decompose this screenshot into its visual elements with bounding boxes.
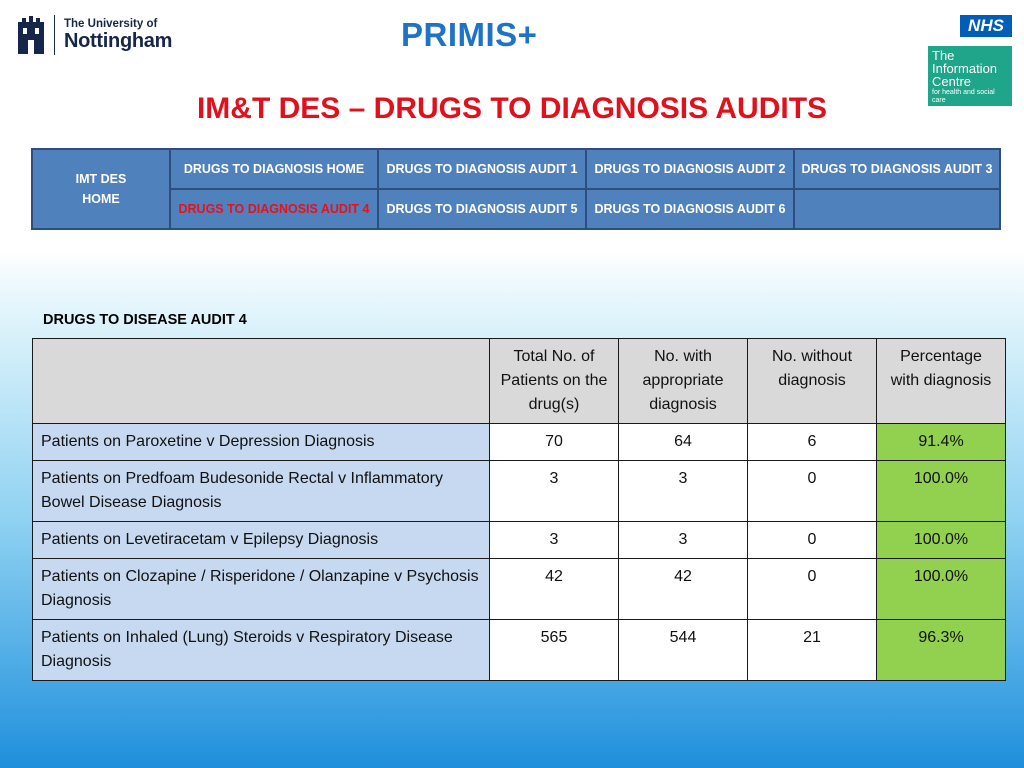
audit-navigation — [31, 148, 1001, 230]
column-header-percentage: Percentage with diagnosis — [877, 339, 1006, 424]
percentage-cell: 100.0% — [877, 522, 1006, 559]
audit-table — [32, 338, 1006, 681]
ic-tagline: for health and social care — [932, 89, 995, 104]
percentage-cell: 91.4% — [877, 424, 1006, 461]
primis-logo: PRIMIS+ — [401, 16, 538, 53]
percentage-cell: 96.3% — [877, 620, 1006, 681]
without-cell: 0 — [748, 522, 877, 559]
column-header-without: No. without diagnosis — [748, 339, 877, 424]
castle-crest-icon — [16, 14, 46, 56]
table-header-row — [33, 339, 1006, 424]
without-cell: 0 — [748, 461, 877, 522]
total-cell: 3 — [490, 461, 619, 522]
appropriate-cell: 3 — [619, 461, 748, 522]
table-row — [33, 620, 1006, 681]
row-label: Patients on Predfoam Budesonide Rectal v Inflammatory Bowel Disease Diagnosis — [33, 461, 490, 522]
nav-row-divider — [169, 188, 999, 190]
row-label: Patients on Paroxetine v Depression Diagnosis — [33, 424, 490, 461]
ic-line-2: Information — [932, 61, 998, 76]
page-title: IM&T DES – DRUGS TO DIAGNOSIS AUDITS — [196, 92, 828, 125]
without-cell: 0 — [748, 559, 877, 620]
university-name — [64, 18, 172, 51]
total-cell: 42 — [490, 559, 619, 620]
total-cell: 3 — [490, 522, 619, 559]
column-header-total: Total No. of Patients on the drug(s) — [490, 339, 619, 424]
table-row — [33, 424, 1006, 461]
column-header-blank — [33, 339, 490, 424]
university-logo — [16, 14, 172, 56]
audit-title: DRUGS TO DISEASE AUDIT 4 — [43, 312, 247, 328]
appropriate-cell: 3 — [619, 522, 748, 559]
nav-audit-6[interactable]: DRUGS TO DIAGNOSIS AUDIT 6 — [594, 202, 786, 216]
nav-audit-2[interactable]: DRUGS TO DIAGNOSIS AUDIT 2 — [594, 162, 786, 176]
nhs-logo: NHS — [960, 15, 1012, 37]
appropriate-cell: 544 — [619, 620, 748, 681]
logo-divider — [54, 15, 55, 55]
without-cell: 21 — [748, 620, 877, 681]
total-cell: 565 — [490, 620, 619, 681]
appropriate-cell: 42 — [619, 559, 748, 620]
nav-drugs-diagnosis-home[interactable]: DRUGS TO DIAGNOSIS HOME — [183, 162, 365, 176]
nav-empty-cell — [795, 190, 999, 228]
table-row — [33, 461, 1006, 522]
nav-audit-3[interactable]: DRUGS TO DIAGNOSIS AUDIT 3 — [801, 162, 993, 176]
university-small-text: The University of — [64, 18, 158, 31]
ic-line-1: The — [932, 48, 955, 63]
university-big-text: Nottingham — [64, 29, 173, 52]
row-label: Patients on Inhaled (Lung) Steroids v Respiratory Disease Diagnosis — [33, 620, 490, 681]
table-row — [33, 559, 1006, 620]
row-label: Patients on Clozapine / Risperidone / Olanzapine v Psychosis Diagnosis — [33, 559, 490, 620]
percentage-cell: 100.0% — [877, 559, 1006, 620]
total-cell: 70 — [490, 424, 619, 461]
nav-audit-1[interactable]: DRUGS TO DIAGNOSIS AUDIT 1 — [386, 162, 578, 176]
column-header-appropriate: No. with appropriate diagnosis — [619, 339, 748, 424]
without-cell: 6 — [748, 424, 877, 461]
ic-line-3: Centre — [932, 74, 972, 89]
nav-imt-des-home[interactable]: IMT DES HOME — [75, 172, 127, 206]
percentage-cell: 100.0% — [877, 461, 1006, 522]
nav-audit-5[interactable]: DRUGS TO DIAGNOSIS AUDIT 5 — [386, 202, 578, 216]
table-row — [33, 522, 1006, 559]
row-label: Patients on Levetiracetam v Epilepsy Diagnosis — [33, 522, 490, 559]
nav-audit-4[interactable]: DRUGS TO DIAGNOSIS AUDIT 4 — [178, 202, 370, 216]
appropriate-cell: 64 — [619, 424, 748, 461]
